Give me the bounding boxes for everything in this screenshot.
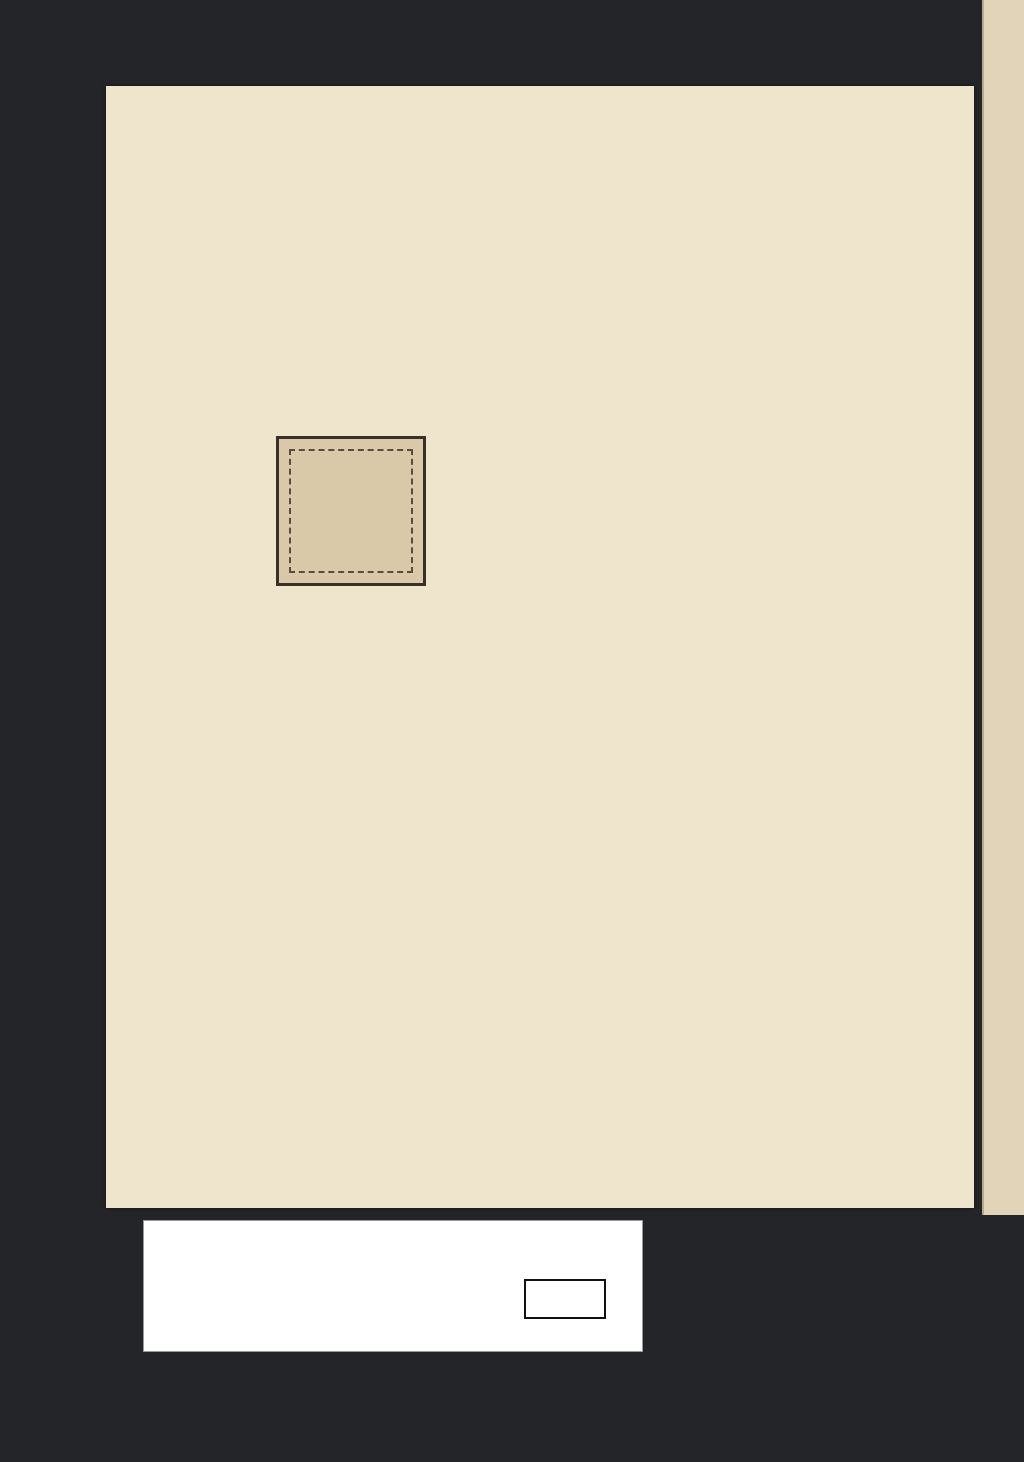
ruler-labels <box>158 1313 418 1339</box>
page-header <box>256 126 896 162</box>
footer <box>0 1420 1024 1462</box>
gray-scale-swatches <box>524 1279 606 1319</box>
scale-ruler <box>162 1275 412 1315</box>
barcode-logo-icon <box>10 1428 50 1454</box>
library-banner <box>143 1220 643 1352</box>
book-page <box>106 86 974 1208</box>
decorated-initial <box>276 436 426 586</box>
drop-initial-letter <box>279 439 423 583</box>
adjacent-page-edge <box>982 0 1024 1215</box>
